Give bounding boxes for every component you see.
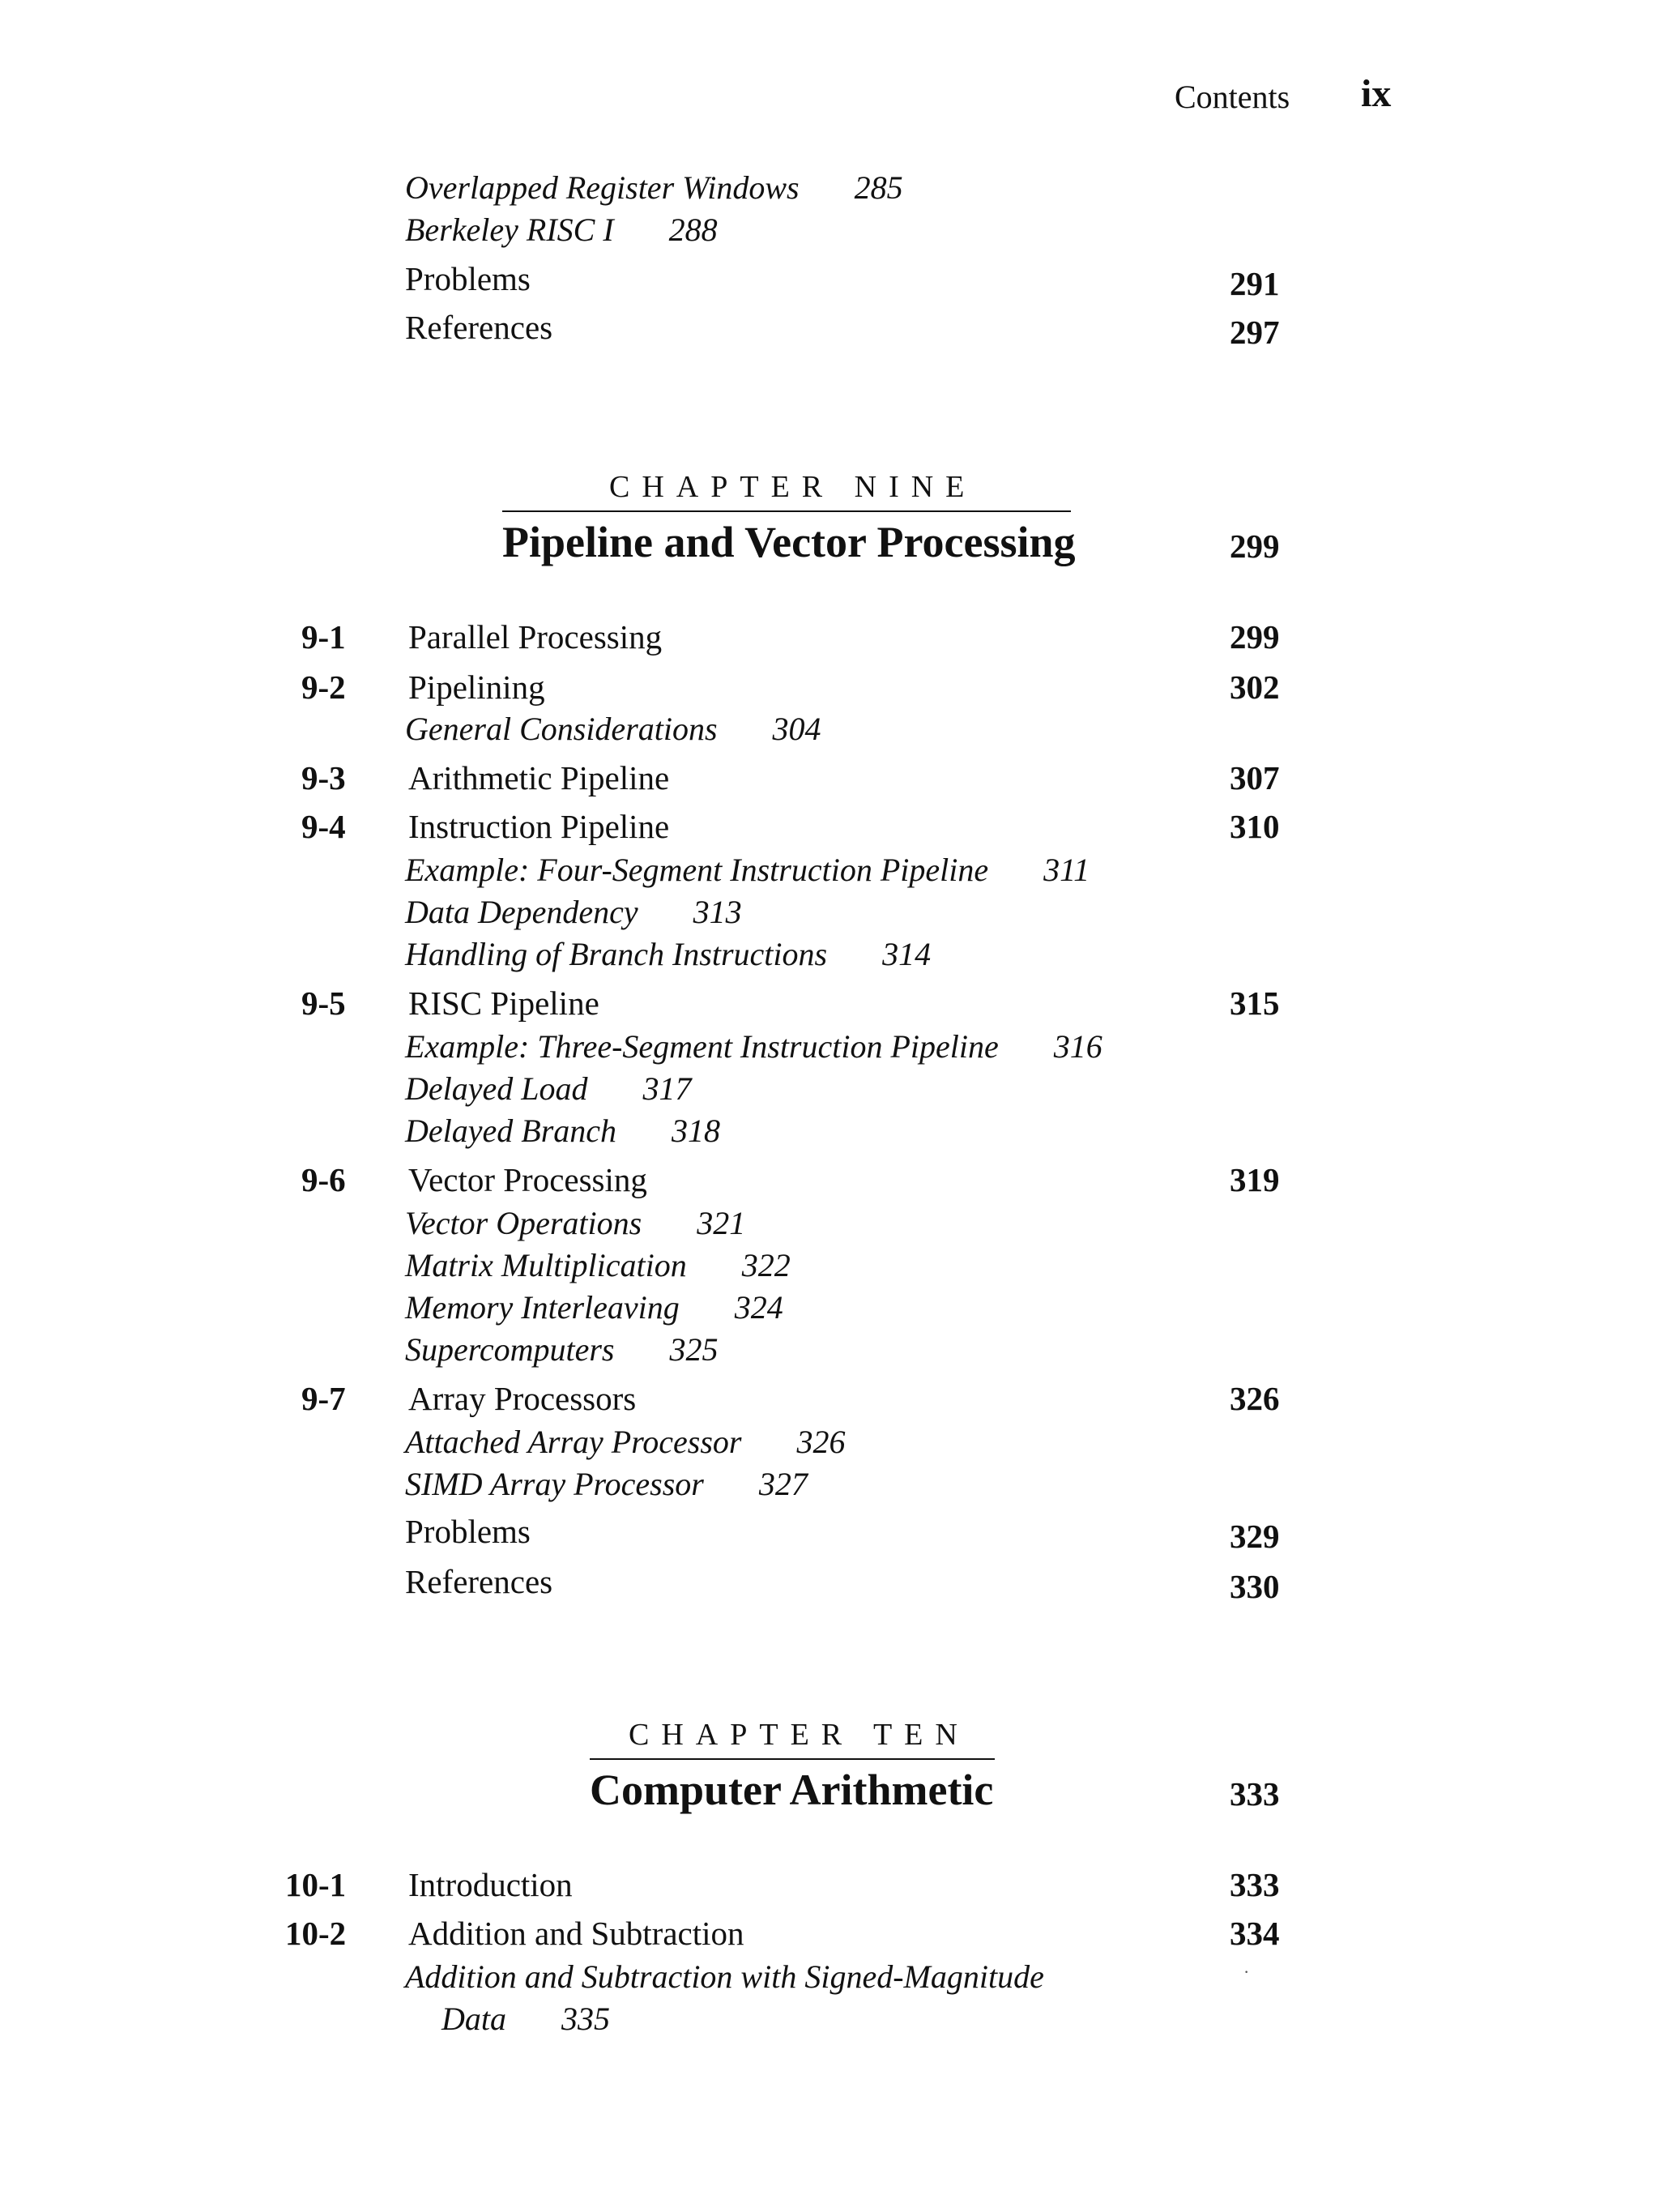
toc-subsection	[405, 938, 931, 971]
running-header-label: Contents	[1175, 79, 1290, 115]
scan-speck: ·	[1243, 1962, 1250, 1982]
section-title: Pipelining	[408, 668, 545, 706]
toc-subsection	[441, 2003, 610, 2035]
subsection-page: 316	[1053, 1028, 1102, 1065]
toc-subsection	[405, 1028, 1102, 1065]
subsection-page: 322	[741, 1247, 791, 1283]
toc-subsection	[405, 1112, 721, 1149]
subsection-title: Matrix Multiplication	[405, 1247, 687, 1283]
subsection-page: 327	[758, 1466, 808, 1502]
chapter-label: CHAPTER TEN	[629, 1718, 970, 1752]
chapter-title: Computer Arithmetic	[590, 1766, 994, 1814]
section-number: 9-4	[301, 808, 346, 845]
subsection-page: 335	[561, 2001, 610, 2037]
section-page: 334	[1230, 1915, 1280, 1952]
section-page: 307	[1230, 759, 1280, 796]
section-page: 310	[1230, 808, 1280, 845]
section-title: Vector Processing	[408, 1161, 647, 1198]
subsection-page: 311	[1043, 852, 1090, 888]
subsection-page: 288	[668, 211, 718, 248]
toc-entry-title: References	[405, 1563, 553, 1600]
section-title: Instruction Pipeline	[408, 808, 670, 845]
section-number: 9-7	[301, 1380, 346, 1417]
subsection-title: Memory Interleaving	[405, 1289, 680, 1326]
section-page: 299	[1230, 618, 1280, 655]
subsection-title: Example: Four-Segment Instruction Pipeline	[405, 852, 989, 888]
subsection-title: General Considerations	[405, 711, 718, 747]
toc-subsection	[405, 211, 718, 248]
section-number: 9-6	[301, 1161, 346, 1198]
toc-subsection	[405, 1289, 783, 1326]
subsection-page: 324	[734, 1289, 783, 1326]
toc-subsection	[405, 713, 821, 745]
section-number: 10-1	[285, 1866, 347, 1903]
toc-entry-page: 329	[1230, 1518, 1280, 1555]
toc-subsection	[405, 1070, 692, 1107]
toc-subsection	[405, 854, 1090, 886]
subsection-page: 318	[672, 1112, 721, 1149]
subsection-title: Vector Operations	[405, 1205, 642, 1241]
subsection-page: 304	[772, 711, 821, 747]
section-number: 9-2	[301, 668, 346, 706]
subsection-page: 321	[697, 1205, 746, 1241]
toc-subsection	[405, 896, 742, 929]
subsection-page: 314	[882, 936, 932, 972]
toc-entry-title: Problems	[405, 1513, 531, 1550]
subsection-title-continuation: Data	[441, 2001, 506, 2037]
section-title: Parallel Processing	[408, 618, 663, 655]
section-number: 9-5	[301, 984, 346, 1022]
subsection-page: 325	[669, 1331, 719, 1368]
chapter-rule	[502, 510, 1071, 512]
toc-subsection	[405, 1426, 846, 1458]
section-page: 315	[1230, 984, 1280, 1022]
toc-entry-page: 330	[1230, 1568, 1280, 1605]
subsection-title: Example: Three-Segment Instruction Pipeline	[405, 1028, 999, 1065]
subsection-title: Overlapped Register Windows	[405, 169, 800, 206]
section-page: 302	[1230, 668, 1280, 706]
toc-subsection	[405, 1331, 719, 1368]
toc-subsection	[405, 169, 903, 206]
chapter-page: 299	[1230, 527, 1280, 565]
section-title: Addition and Subtraction	[408, 1915, 744, 1952]
chapter-title: Pipeline and Vector Processing	[502, 518, 1076, 566]
chapter-label: CHAPTER NINE	[609, 470, 977, 504]
subsection-page: 326	[796, 1424, 846, 1460]
section-title: RISC Pipeline	[408, 984, 599, 1022]
toc-subsection	[405, 1468, 808, 1501]
section-number: 9-3	[301, 759, 346, 796]
subsection-title: Attached Array Processor	[405, 1424, 742, 1460]
section-page: 319	[1230, 1161, 1280, 1198]
subsection-title: Delayed Load	[405, 1070, 588, 1107]
subsection-title: Addition and Subtraction with Signed-Magnitude	[405, 1958, 1044, 1995]
chapter-page: 333	[1230, 1775, 1280, 1813]
section-title: Arithmetic Pipeline	[408, 759, 670, 796]
subsection-title: SIMD Array Processor	[405, 1466, 704, 1502]
toc-entry-title: Problems	[405, 260, 531, 297]
section-title: Introduction	[408, 1866, 573, 1903]
subsection-title: Delayed Branch	[405, 1112, 617, 1149]
subsection-page: 317	[642, 1070, 692, 1107]
page-number: ix	[1361, 72, 1392, 115]
subsection-page: 285	[854, 169, 903, 206]
subsection-title: Handling of Branch Instructions	[405, 936, 828, 972]
toc-entry-title: References	[405, 309, 553, 346]
toc-entry-page: 297	[1230, 314, 1280, 351]
toc-subsection	[405, 1249, 791, 1282]
subsection-page: 313	[693, 894, 742, 930]
section-page: 326	[1230, 1380, 1280, 1417]
subsection-title: Data Dependency	[405, 894, 638, 930]
section-title: Array Processors	[408, 1380, 637, 1417]
section-page: 333	[1230, 1866, 1280, 1903]
section-number: 10-2	[285, 1915, 347, 1952]
subsection-title: Berkeley RISC I	[405, 211, 614, 248]
toc-subsection	[405, 1207, 745, 1240]
chapter-rule	[590, 1758, 995, 1760]
toc-entry-page: 291	[1230, 265, 1280, 302]
subsection-title: Supercomputers	[405, 1331, 615, 1368]
section-number: 9-1	[301, 618, 346, 655]
